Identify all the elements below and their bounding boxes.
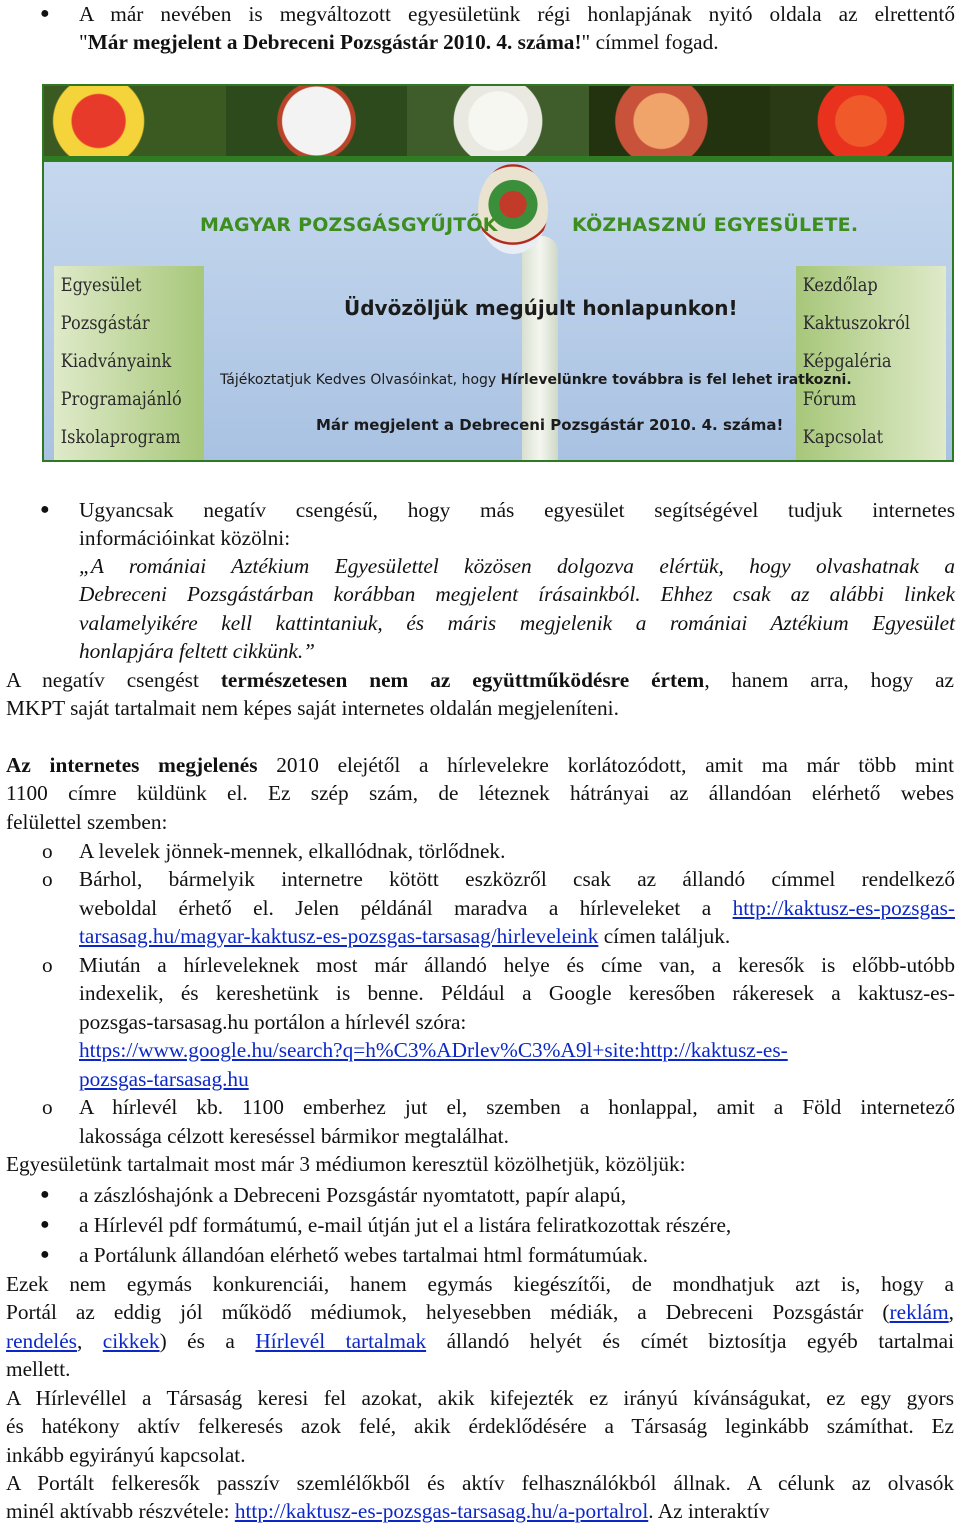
subitem-2-line3: tarsasag.hu/magyar-kaktusz-es-pozsgas-tarsasag/hirleveleink címen találjuk. (79, 924, 731, 948)
quote-line: valamelyikére kell kattintaniuk, és máris megjelenik a romániai Aztékium Egyesület (79, 611, 955, 635)
circle-bullet-icon: o (42, 953, 53, 977)
subitem-3-line5 (79, 1065, 955, 1093)
google-search-link[interactable]: pozsgas-tarsasag.hu (79, 1067, 249, 1091)
banner-menu-item[interactable]: Iskolaprogram (60, 426, 181, 448)
banner-menu-item[interactable]: Kiadványaink (60, 350, 172, 372)
p3-line1: A negatív csengést természetesen nem az együttműködésre értem, hanem arra, hogy az (6, 668, 954, 692)
banner-stripe (44, 156, 952, 162)
p2-line1: Ugyancsak negatív csengésű, hogy más egyesület segítségével tudjuk internetes (79, 498, 955, 522)
banner-menu-item[interactable]: Fórum (802, 388, 857, 410)
banner-menu-item[interactable]: Programajánló (60, 388, 182, 410)
p7-line1: A Hírlevéllel a Társaság keresi fel azokat, akik kifejezték ez irányú kívánságukat, ez egy gyors (6, 1386, 954, 1410)
banner-menu-item[interactable]: Képgaléria (802, 350, 892, 372)
bullet-icon: ● (40, 1186, 50, 1203)
quote-line: Debreceni Pozsgástárban korábban megjelent írásainkból. Ehhez csak az alábbi linkek (79, 582, 955, 606)
banner-menu-item[interactable]: Egyesület (60, 274, 142, 296)
reklam-link[interactable]: reklám (889, 1300, 949, 1324)
quote-line: „A romániai Aztékium Egyesülettel közösen dolgozva elértük, hogy olvashatnak a (79, 554, 955, 578)
subitem-3-line3: pozsgas-tarsasag.hu portálon a hírlevél szóra: (79, 1010, 467, 1034)
p4-line3: felülettel szemben: (6, 810, 168, 834)
circle-bullet-icon: o (42, 867, 53, 891)
portalrol-link[interactable]: http://kaktusz-es-pozsgas-tarsasag.hu/a-portalrol (234, 1499, 649, 1523)
banner-right-menu (796, 266, 946, 462)
p4-line1: Az internetes megjelenés 2010 elejétől a hírlevelekre korlátozódott, amit ma már több mint (6, 753, 954, 777)
quote-line: honlapjára feltett cikkünk.” (79, 639, 315, 663)
banner-title-left: MAGYAR POZSGÁSGYŰJTŐK (200, 214, 498, 236)
rendeles-link[interactable]: rendelés (6, 1329, 77, 1353)
p6-line4: mellett. (6, 1357, 71, 1381)
p2-line2: információinkat közölni: (79, 526, 291, 550)
p7-line2: és hatékony aktív felkeresés azok felé, akik érdeklődésére a Társaság leginkább számíthat. Ez (6, 1414, 954, 1438)
subitem-2-line1: Bárhol, bármelyik internetre kötött eszközről csak az állandó címmel rendelkező (79, 867, 955, 891)
banner-menu-item[interactable]: Kapcsolat (802, 426, 884, 448)
p6-line1: Ezek nem egymás konkurenciái, hanem egymás kiegészítői, de mondhatjuk azt is, hogy a (6, 1272, 954, 1296)
hirleveleink-link[interactable]: tarsasag.hu/magyar-kaktusz-es-pozsgas-tarsasag/hirleveleink (79, 924, 599, 948)
p1-line2: "Már megjelent a Debreceni Pozsgástár 2010. 4. száma!" címmel fogad. (79, 30, 719, 54)
p3-line2: MKPT saját tartalmait nem képes saját internetes oldalán megjeleníteni. (6, 696, 619, 720)
subitem-3-line4 (79, 1036, 955, 1064)
banner-info: Tájékoztatjuk Kedves Olvasóinkat, hogy Hírlevelünkre továbbra is fel lehet iratkozni. (220, 372, 852, 388)
p5-intro: Egyesületünk tartalmait most már 3 médiumon keresztül közölhetjük, közöljük: (6, 1152, 686, 1176)
bullet-icon: ● (40, 5, 50, 22)
banner-menu-item[interactable]: Kezdőlap (802, 274, 878, 296)
banner-menu-item[interactable]: Pozsgástár (60, 312, 150, 334)
p5-bullet: a Hírlevél pdf formátumú, e-mail útján jut el a listára feliratkozottak részére, (79, 1213, 732, 1237)
p5-bullet: a Portálunk állandóan elérhető webes tartalmai html formátumúak. (79, 1243, 648, 1267)
subitem-2-line2: weboldal érhető el. Jelen példánál maradva a hírleveleket a http://kaktusz-es-pozsgas- (79, 896, 955, 920)
google-search-link[interactable]: https://www.google.hu/search?q=h%C3%ADrlev%C3%A9l+site:http://kaktusz-es- (79, 1038, 788, 1062)
p7-line3: inkább egyirányú kapcsolat. (6, 1443, 246, 1467)
p8-line2: minél aktívabb részvétele: http://kaktusz-es-pozsgas-tarsasag.hu/a-portalrol. Az interaktív (6, 1499, 770, 1523)
hirlevel-tartalmak-link[interactable]: Hírlevél tartalmak (255, 1329, 427, 1353)
hirleveleink-link[interactable]: http://kaktusz-es-pozsgas- (732, 896, 955, 920)
p6-line3: rendelés, cikkek) és a Hírlevél tartalmak állandó helyét és címét biztosítja egyéb tartalmai (6, 1329, 955, 1353)
old-homepage-screenshot (42, 84, 954, 462)
circle-bullet-icon: o (42, 1095, 53, 1119)
subitem-3-line1: Miután a hírleveleknek most már állandó helye és címe van, a keresők is előbb-utóbb (79, 953, 955, 977)
subitem-1: A levelek jönnek-mennek, elkallódnak, törlődnek. (79, 839, 506, 863)
bullet-icon: ● (40, 1216, 50, 1233)
p4-line2: 1100 címre küldünk el. Ez szép szám, de léteznek hátrányai az állandóan elérhető webes (6, 781, 954, 805)
flower-strip (44, 86, 952, 156)
p1-line1: A már nevében is megváltozott egyesületünk régi honlapjának nyitó oldala az elrettentő (79, 2, 955, 26)
banner-published: Már megjelent a Debreceni Pozsgástár 2010. 4. száma! (316, 416, 784, 434)
cikkek-link[interactable]: cikkek (102, 1329, 160, 1353)
p6-line2: Portál az eddig jól működő médiumok, helyesebben médiák, a Debreceni Pozsgástár (reklám, (6, 1300, 954, 1324)
p8-line1: A Portált felkeresők passzív szemlélőkből és aktív felhasználókból állnak. A célunk az olvasók (6, 1471, 954, 1495)
subitem-4-line2: lakossága célzott kereséssel bármikor megtalálhat. (79, 1124, 509, 1148)
banner-left-menu (54, 266, 204, 462)
subitem-3-line2: indexelik, és kereshetünk is benne. Például a Google keresőben rákeresek a kaktusz-es- (79, 981, 955, 1005)
bullet-icon: ● (40, 501, 50, 518)
banner-menu-item[interactable]: Kaktuszokról (802, 312, 911, 334)
society-logo-icon (478, 164, 548, 254)
circle-bullet-icon: o (42, 839, 53, 863)
p5-bullet: a zászlóshajónk a Debreceni Pozsgástár nyomtatott, papír alapú, (79, 1183, 627, 1207)
bullet-icon: ● (40, 1246, 50, 1263)
p1-title-bold: Már megjelent a Debreceni Pozsgástár 2010. 4. száma! (87, 30, 582, 54)
banner-welcome: Üdvözöljük megújult honlapunkon! (344, 296, 738, 320)
banner-title-right: KÖZHASZNÚ EGYESÜLETE. (572, 214, 859, 236)
subitem-4-line1: A hírlevél kb. 1100 emberhez jut el, szemben a honlappal, amit a Föld internetező (79, 1095, 955, 1119)
